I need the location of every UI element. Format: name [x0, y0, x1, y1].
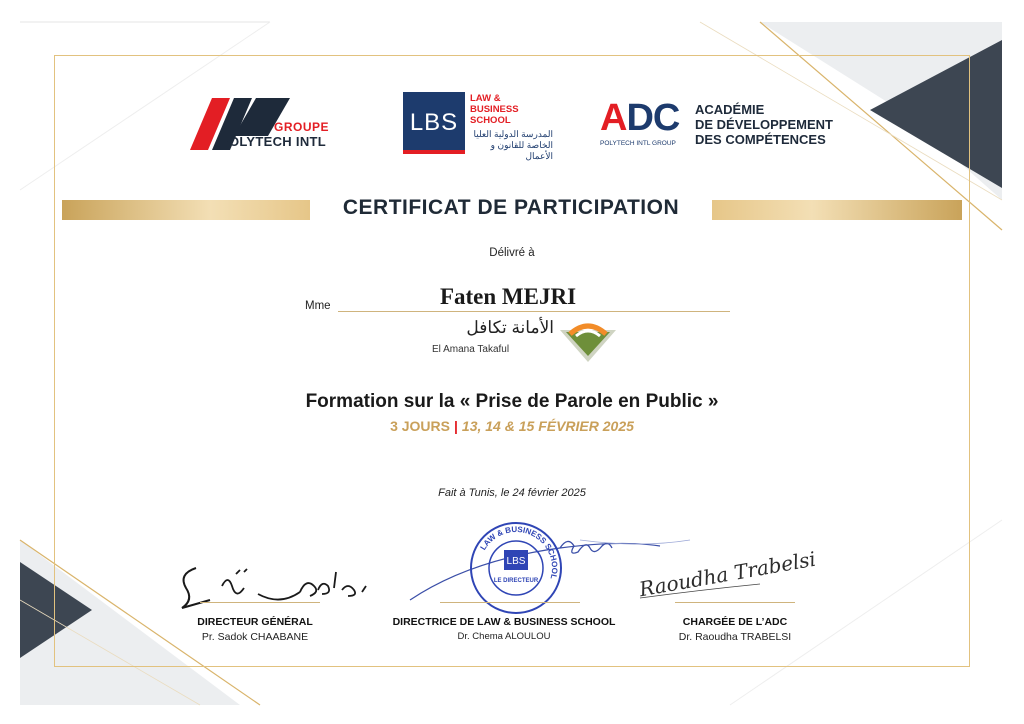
place-and-date: Fait à Tunis, le 24 février 2025: [438, 487, 586, 499]
duration: 3 JOURS: [390, 418, 450, 434]
lbs-arabic-name: المدرسة الدولية العليا الخاصة للقانون و الأعمال: [473, 129, 553, 161]
signatory-name: Dr. Chema ALOULOU: [457, 631, 551, 642]
signatory-adc: [650, 616, 820, 643]
formation-title: Formation sur la « Prise de Parole en Public »: [305, 391, 719, 412]
adc-full-name: ACADÉMIE DE DÉVELOPPEMENT DES COMPÉTENCES: [695, 102, 833, 147]
stamp-mark: LBS: [506, 556, 526, 567]
signatory-director-general: [180, 616, 330, 643]
signature-line-3: [675, 602, 795, 603]
recipient-name: Faten MEJRI: [439, 284, 577, 309]
groupe-label: GROUPE: [274, 120, 330, 134]
delivered-to-label: Délivré à: [489, 247, 535, 259]
signatory-name: Pr. Sadok CHAABANE: [201, 631, 309, 643]
salutation: Mme: [305, 300, 331, 312]
signatory-role: DIRECTEUR GÉNÉRAL: [197, 616, 313, 628]
signature-trabelsi: Raoudha Trabelsi: [637, 546, 818, 602]
polytech-label: POLYTECH INTL: [220, 134, 326, 149]
signature-line-1: [200, 602, 320, 603]
signatory-role: DIRECTRICE DE LAW & BUSINESS SCHOOL: [392, 616, 616, 628]
certificate-title: CERTIFICAT DE PARTICIPATION: [342, 196, 680, 219]
dates-separator: |: [454, 418, 458, 434]
signatory-role: CHARGÉE DE L’ADC: [682, 616, 788, 628]
signature-line-2: [440, 602, 580, 603]
signatory-lbs-director: [385, 616, 623, 642]
company-latin-name: El Amana Takaful: [432, 344, 510, 355]
stamp-label: LE DIRECTEUR: [493, 578, 539, 584]
stamp-ring-text: LAW & BUSINESS SCHOOL: [478, 524, 560, 581]
signatory-name: Dr. Raoudha TRABELSI: [678, 631, 792, 643]
dates-list: 13, 14 & 15 FÉVRIER 2025: [461, 418, 634, 434]
lbs-mark: LBS: [403, 92, 465, 154]
company-arabic-name: الأمانة تكافل: [466, 318, 554, 337]
adc-tagline: POLYTECH INTL GROUP: [600, 140, 676, 147]
adc-letters: ADC: [600, 97, 680, 139]
lbs-school-name: LAW & BUSINESS SCHOOL: [470, 93, 519, 126]
